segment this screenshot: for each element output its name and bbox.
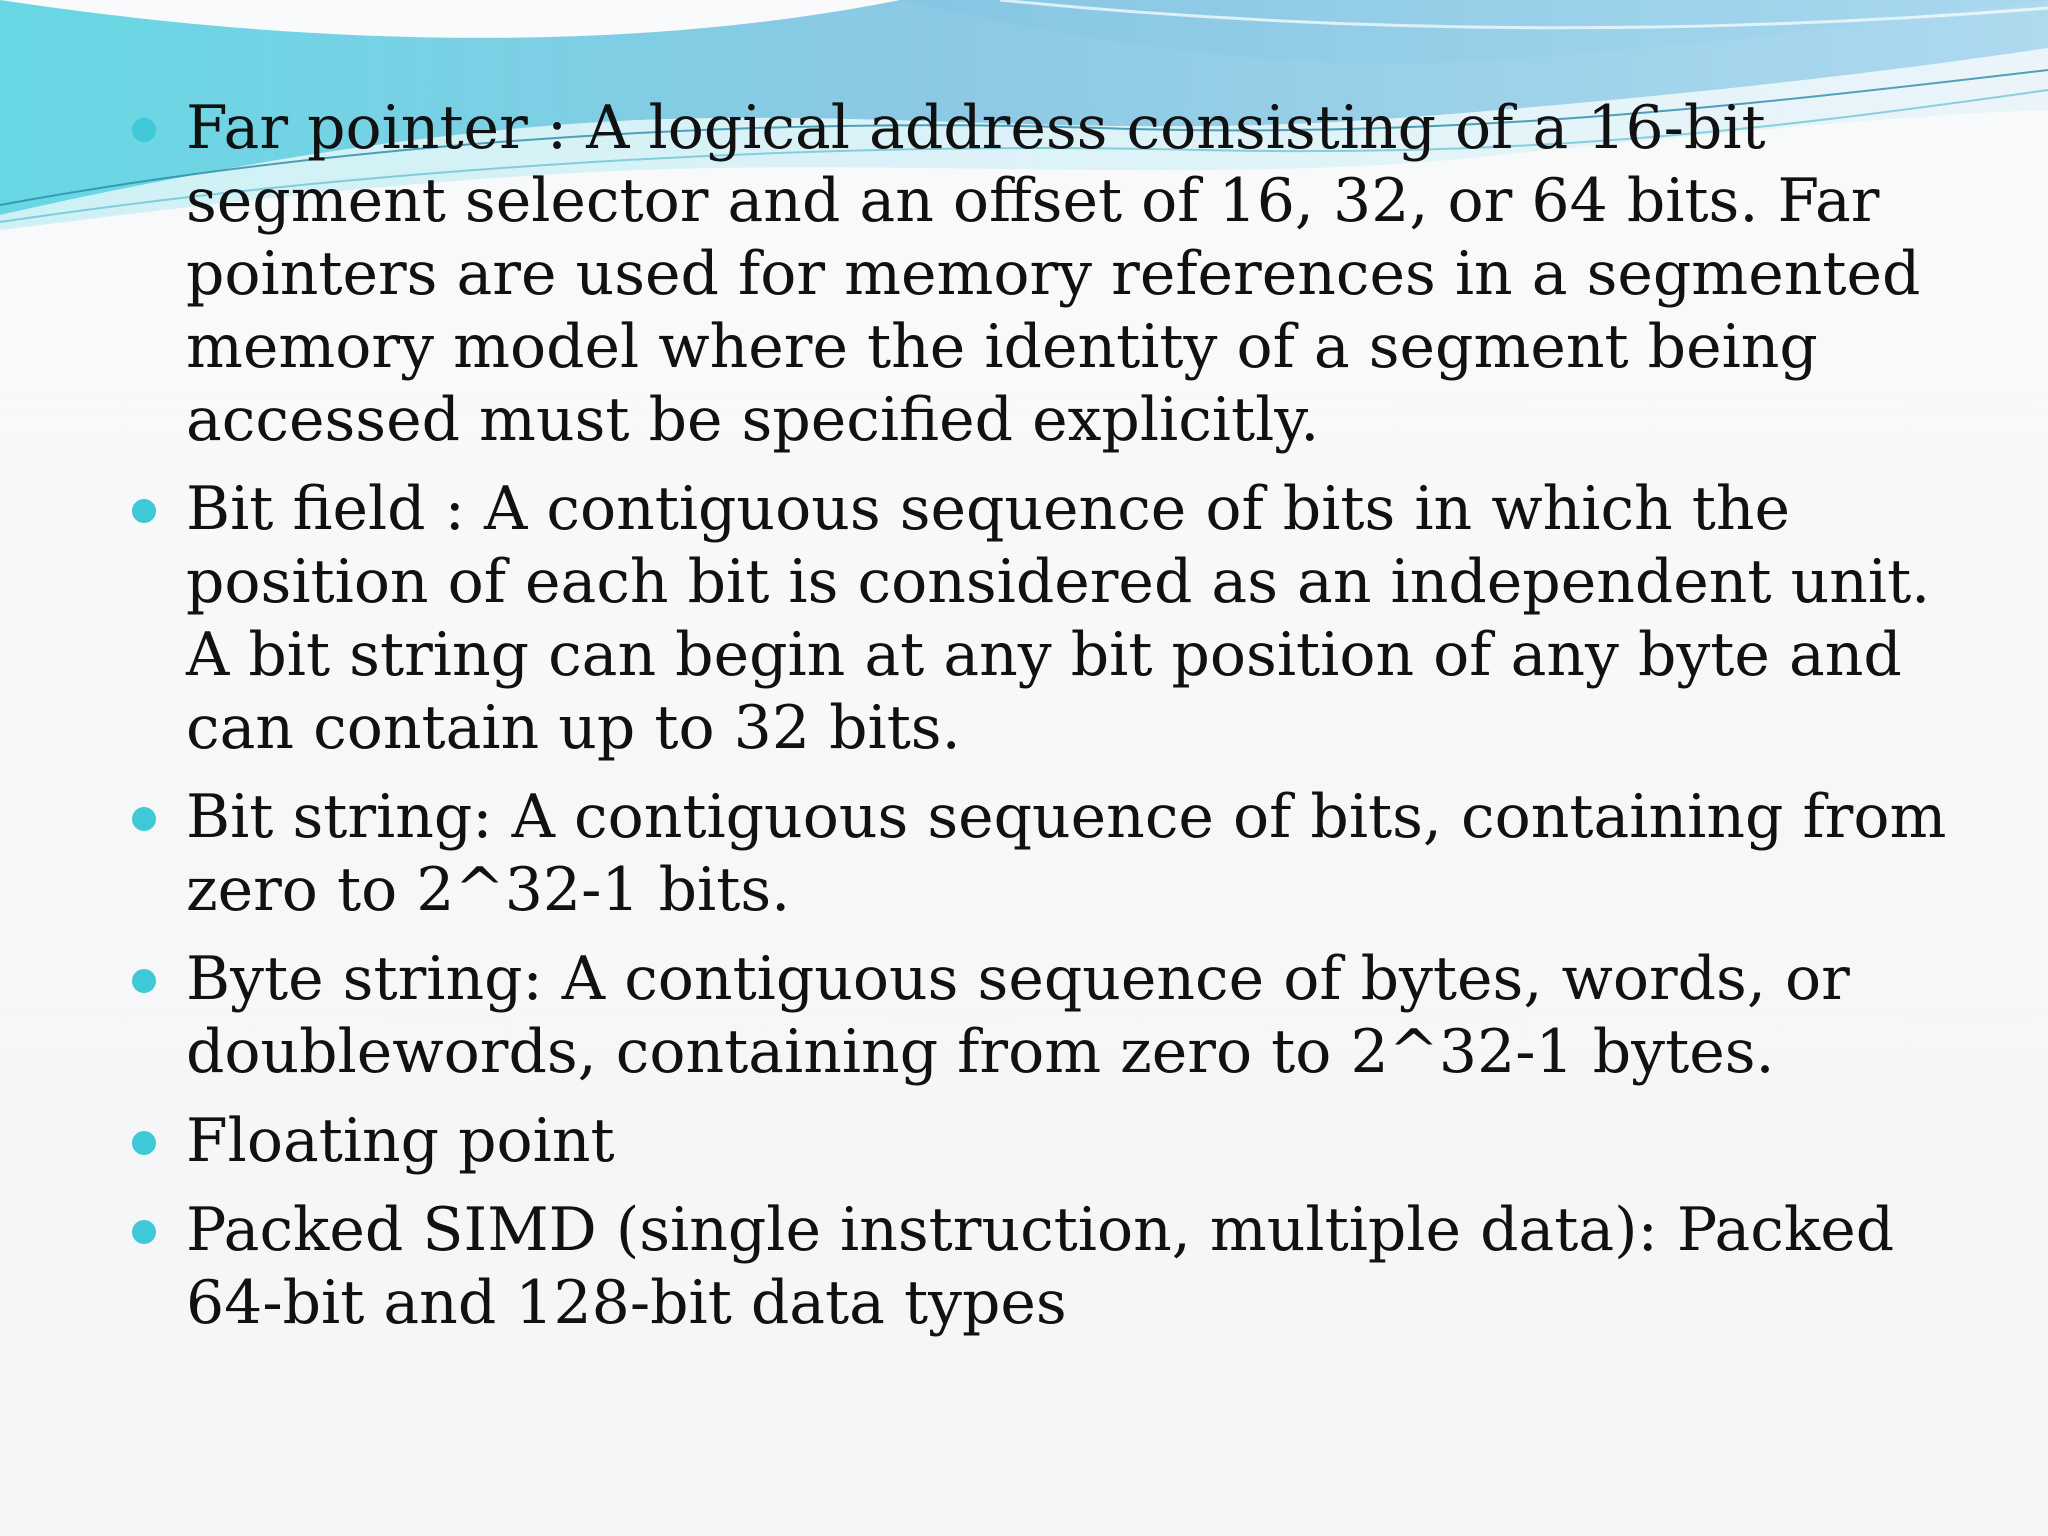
bullet-item-byte-string xyxy=(128,943,1988,1089)
bullet-text: Bit field : A contiguous sequence of bits in which the position of each bit is considered as an independent unit. A bit string can begin at any bit position of any byte and can contain up to 32 bits. xyxy=(186,474,1931,763)
bullet-list xyxy=(128,92,1988,1340)
bullet-icon xyxy=(132,118,156,142)
bullet-text: Byte string: A contiguous sequence of bytes, words, or doublewords, containing from zero to 2^32-1 bytes. xyxy=(186,944,1850,1087)
bullet-item-bit-string xyxy=(128,781,1988,927)
bullet-text: Far pointer : A logical address consisting of a 16-bit segment selector and an offset of 16, 32, or 64 bits. Far pointers are used for memory references in a segmented memory model where the identity of a segment being accessed must be specified explicitly. xyxy=(186,93,1921,455)
bullet-icon xyxy=(132,499,156,523)
bullet-text: Floating point xyxy=(186,1106,615,1176)
bullet-icon xyxy=(132,969,156,993)
bullet-text: Packed SIMD (single instruction, multiple data): Packed 64-bit and 128-bit data types xyxy=(186,1195,1895,1338)
slide-body xyxy=(128,92,1988,1356)
bullet-icon xyxy=(132,1131,156,1155)
bullet-item-far-pointer xyxy=(128,92,1988,457)
bullet-icon xyxy=(132,807,156,831)
bullet-item-packed-simd xyxy=(128,1194,1988,1340)
bullet-item-bit-field xyxy=(128,473,1988,765)
bullet-icon xyxy=(132,1220,156,1244)
bullet-text: Bit string: A contiguous sequence of bits, containing from zero to 2^32-1 bits. xyxy=(186,782,1947,925)
bullet-item-floating-point xyxy=(128,1105,1988,1178)
